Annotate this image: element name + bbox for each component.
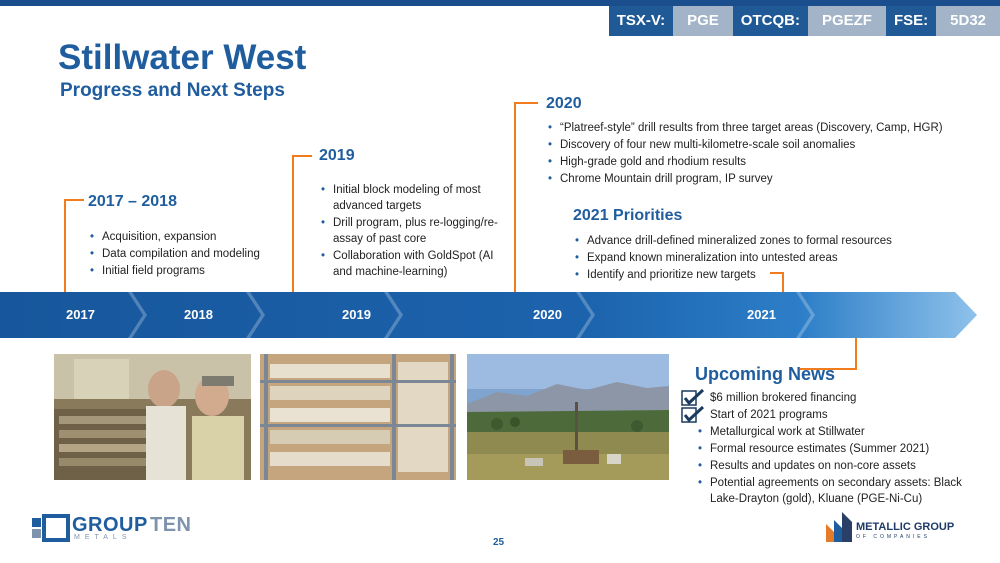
checkbox-checked-icon xyxy=(681,389,707,407)
priorities-list xyxy=(573,233,983,284)
priorities-heading: 2021 Priorities xyxy=(573,207,683,224)
list-item: • Initial block modeling of most advanced targets xyxy=(319,182,499,214)
news-item: • Results and updates on non-core assets xyxy=(695,458,985,474)
news-item: • Potential agreements on secondary assets: Black Lake-Drayton (gold), Kluane (PGE-Ni-Cu) xyxy=(695,475,985,507)
ticker-symbol: PGEZF xyxy=(808,6,886,36)
page-number: 25 xyxy=(493,537,505,548)
photo-core-logging xyxy=(54,354,251,480)
metallic-group-logo xyxy=(826,510,976,542)
milestone-list xyxy=(88,229,288,280)
news-item-label: $6 million brokered financing xyxy=(710,392,857,404)
milestone-list xyxy=(546,120,986,188)
upcoming-news-list xyxy=(695,390,985,508)
list-item: • High-grade gold and rhodium results xyxy=(546,154,986,170)
list-item: • “Platreef-style” drill results from three target areas (Discovery, Camp, HGR) xyxy=(546,120,986,136)
timeline-arrow xyxy=(0,292,1000,338)
list-item: • Identify and prioritize new targets xyxy=(573,267,983,283)
ticker-exchange: TSX-V: xyxy=(609,6,673,36)
milestone-heading: 2017 – 2018 xyxy=(88,193,177,210)
bracket-2020 xyxy=(514,102,538,295)
ticker-exchange: FSE: xyxy=(886,6,936,36)
list-item: • Collaboration with GoldSpot (AI and machine-learning) xyxy=(319,248,499,280)
timeline-year: 2021 xyxy=(747,307,776,322)
group-ten-logo xyxy=(32,514,202,544)
ticker-bar xyxy=(609,6,1000,36)
timeline-year: 2019 xyxy=(342,307,371,322)
list-item: • Initial field programs xyxy=(88,263,288,279)
milestone-heading: 2020 xyxy=(546,95,582,112)
news-item: • Formal resource estimates (Summer 2021) xyxy=(695,441,985,457)
ticker-exchange: OTCQB: xyxy=(733,6,808,36)
ticker-symbol: 5D32 xyxy=(936,6,1000,36)
news-item: • Metallurgical work at Stillwater xyxy=(695,424,985,440)
list-item: • Data compilation and modeling xyxy=(88,246,288,262)
bracket-2017 xyxy=(64,199,84,295)
slide-title: Stillwater West xyxy=(58,38,307,77)
group-ten-mark-icon xyxy=(32,514,72,544)
photo-drill-site xyxy=(467,354,669,480)
photo-core-storage xyxy=(260,354,456,480)
bracket-2019 xyxy=(292,155,312,295)
metallic-group-tag: OF COMPANIES xyxy=(856,534,930,540)
group-ten-word1: GROUP xyxy=(72,514,148,536)
news-item-checked xyxy=(695,390,985,406)
list-item: • Acquisition, expansion xyxy=(88,229,288,245)
milestone-heading: 2019 xyxy=(319,147,355,164)
ticker-symbol: PGE xyxy=(673,6,733,36)
list-item: • Drill program, plus re-logging/re-assay of past core xyxy=(319,215,499,247)
group-ten-tag: METALS xyxy=(74,534,132,541)
list-item: • Expand known mineralization into untested areas xyxy=(573,250,983,266)
milestone-list xyxy=(319,182,499,281)
list-item: • Discovery of four new multi-kilometre-scale soil anomalies xyxy=(546,137,986,153)
news-item-checked xyxy=(695,407,985,423)
timeline-year: 2017 xyxy=(66,307,95,322)
metallic-group-name: METALLIC GROUP xyxy=(856,521,955,533)
upcoming-news-heading: Upcoming News xyxy=(695,364,836,384)
checkbox-checked-icon xyxy=(681,406,707,424)
news-item-label: Start of 2021 programs xyxy=(710,409,828,421)
timeline-year: 2018 xyxy=(184,307,213,322)
group-ten-word2: TEN xyxy=(150,514,192,536)
timeline-year: 2020 xyxy=(533,307,562,322)
slide-subtitle: Progress and Next Steps xyxy=(60,80,285,101)
list-item: • Chrome Mountain drill program, IP survey xyxy=(546,171,986,187)
list-item: • Advance drill-defined mineralized zones to formal resources xyxy=(573,233,983,249)
metallic-group-mark-icon xyxy=(826,510,852,542)
